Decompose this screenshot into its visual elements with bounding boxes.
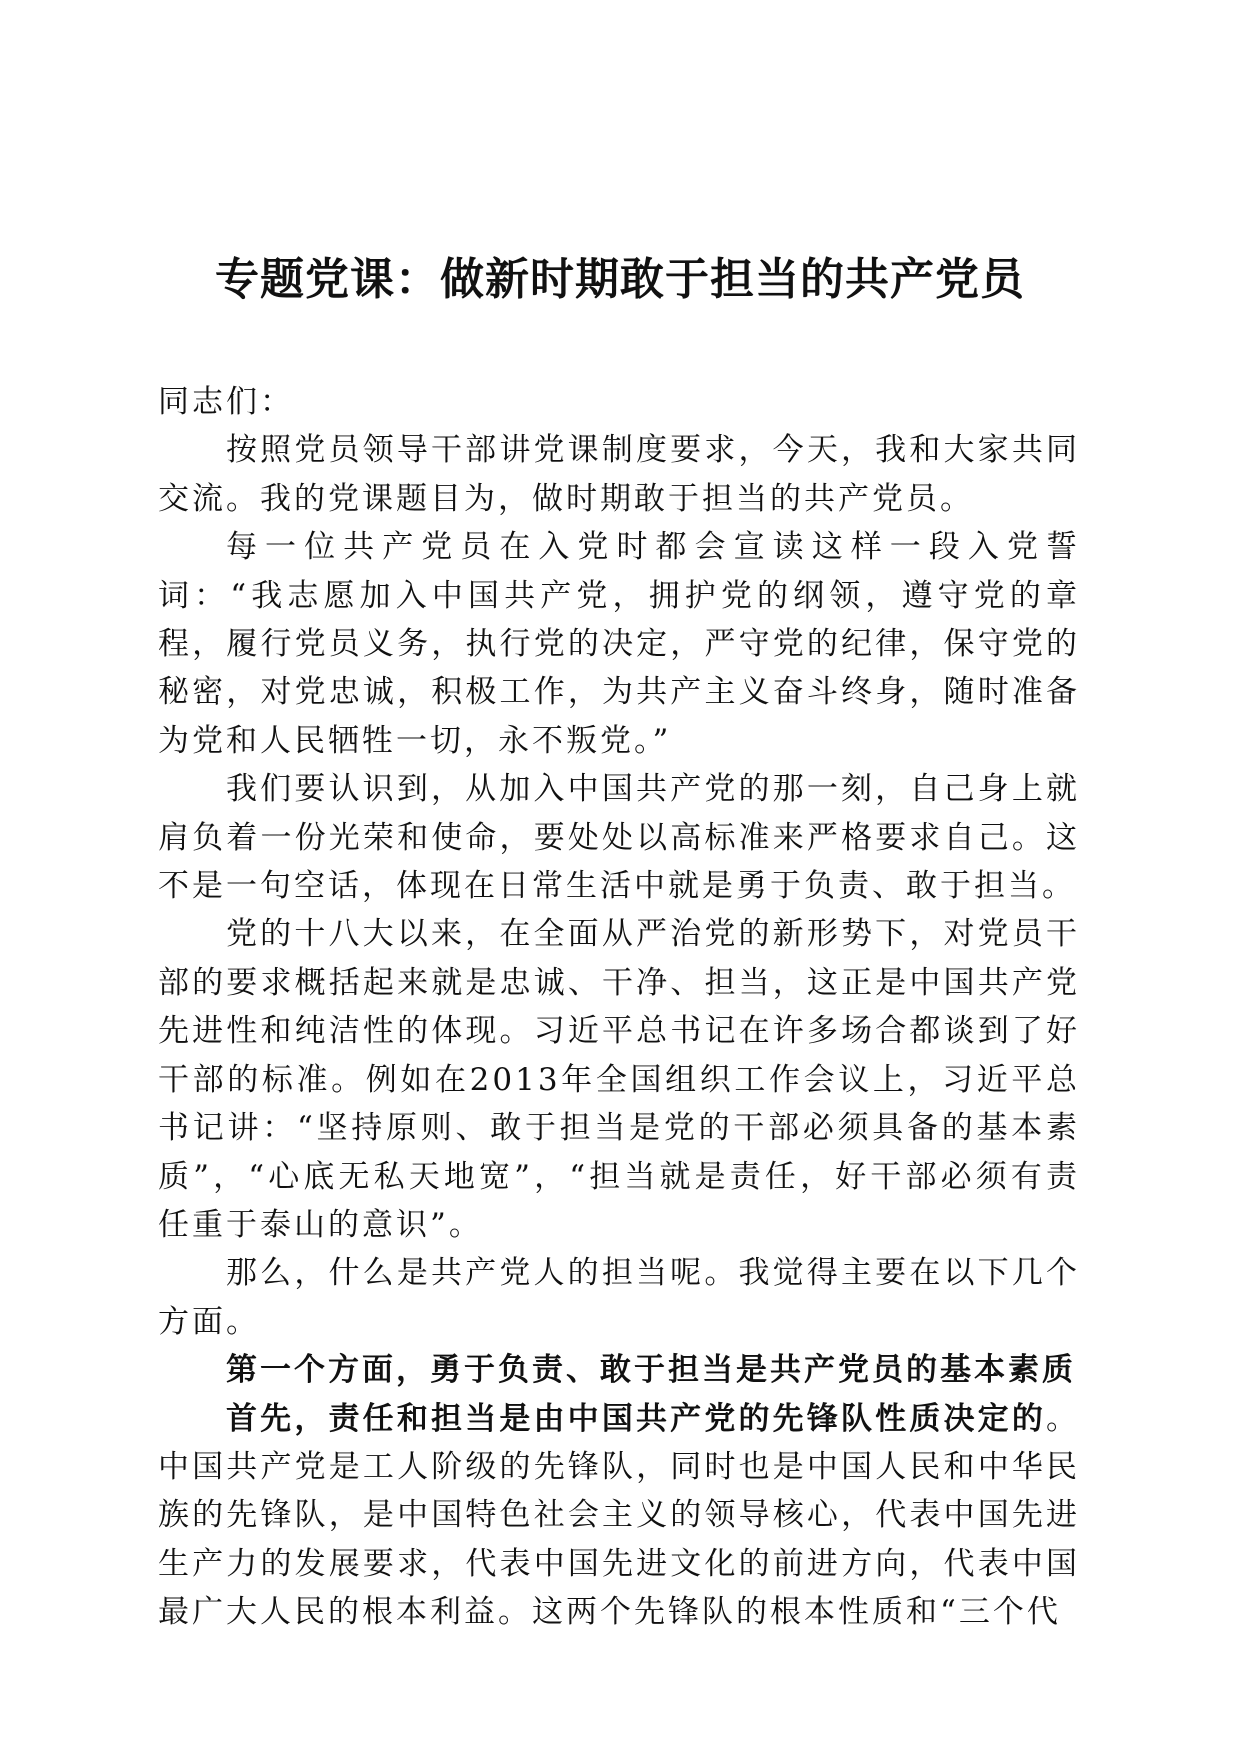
paragraph-eighteenth-congress: 党的十八大以来，在全面从严治党的新形势下，对党员干部的要求概括起来就是忠诚、干净、担当，这正是中国共产党先进性和纯洁性的体现。习近平总书记在许多场合都谈到了好干部的标准。例如在2013年全国组织工作会议上，习近平总书记讲：“坚持原则、敢于担当是党的干部必须具备的基本素质”，“心底无私天地宽”，“担当就是责任，好干部必须有责任重于泰山的意识”。 [158,916,1080,1243]
paragraph-intro: 按照党员领导干部讲党课制度要求，今天，我和大家共同交流。我的党课题目为，做时期敢于担当的共产党员。 [158,432,1080,517]
lead-sentence-punct: 。 [1046,1400,1080,1437]
document-body [158,378,1080,1637]
paragraph-vanguard [158,1395,1080,1637]
lead-sentence-bold: 首先，责任和担当是由中国共产党的先锋队性质决定的 [226,1400,1046,1437]
section-heading: 第一个方面，勇于负责、敢于担当是共产党员的基本素质 [226,1352,1076,1389]
paragraph-question: 那么，什么是共产党人的担当呢。我觉得主要在以下几个方面。 [158,1255,1080,1340]
lead-sentence-rest: 中国共产党是工人阶级的先锋队，同时也是中国人民和中华民族的先锋队，是中国特色社会主义的领导核心，代表中国先进生产力的发展要求，代表中国先进文化的前进方向，代表中国最广大人民的根本利益。这两个先锋队的根本性质和“三个代 [158,1448,1080,1631]
salutation: 同志们： [158,384,294,420]
paragraph-responsibility: 我们要认识到，从加入中国共产党的那一刻，自己身上就肩负着一份光荣和使命，要处处以高标准来严格要求自己。这不是一句空话，体现在日常生活中就是勇于负责、敢于担当。 [158,771,1080,905]
paragraph-oath: 每一位共产党员在入党时都会宣读这样一段入党誓词：“我志愿加入中国共产党，拥护党的纲领，遵守党的章程，履行党员义务，执行党的决定，严守党的纪律，保守党的秘密，对党忠诚，积极工作，为共产主义奋斗终身，随时准备为党和人民牺牲一切，永不叛党。” [158,529,1080,759]
document-title: 专题党课：做新时期敢于担当的共产党员 [215,254,1025,305]
